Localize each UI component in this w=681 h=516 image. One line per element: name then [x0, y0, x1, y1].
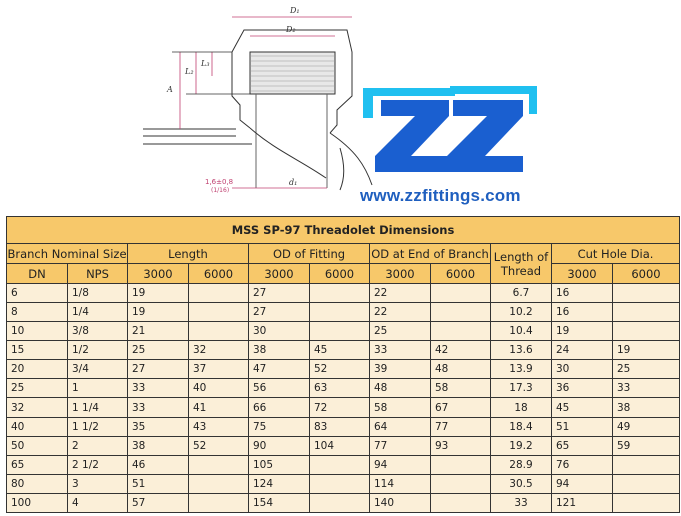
table-cell: 43 [189, 417, 249, 436]
table-cell [189, 303, 249, 322]
table-cell: 2 1/2 [68, 455, 128, 474]
table-cell: 3/8 [68, 322, 128, 341]
table-cell: 140 [370, 493, 431, 512]
table-cell: 32 [189, 341, 249, 360]
table-cell: 1 1/2 [68, 417, 128, 436]
table-cell: 15 [7, 341, 68, 360]
table-row [7, 322, 680, 341]
subheader-od-end-6000: 6000 [431, 264, 491, 284]
table-body [7, 284, 680, 513]
table-cell [189, 455, 249, 474]
table-cell: 114 [370, 474, 431, 493]
website-url[interactable]: www.zzfittings.com [360, 186, 521, 205]
table-cell [613, 474, 680, 493]
subheader-od-fitting-6000: 6000 [310, 264, 370, 284]
threadolet-drawing [0, 0, 681, 214]
table-cell: 3/4 [68, 360, 128, 379]
dimensions-table [6, 216, 680, 513]
table-cell: 56 [249, 379, 310, 398]
table-cell [189, 322, 249, 341]
table-cell: 46 [128, 455, 189, 474]
table-cell [431, 455, 491, 474]
label-d2: D₂ [286, 25, 296, 34]
table-cell: 45 [310, 341, 370, 360]
table-cell: 50 [7, 436, 68, 455]
table-cell: 19.2 [491, 436, 552, 455]
table-cell: 1/4 [68, 303, 128, 322]
table-cell: 75 [249, 417, 310, 436]
table-cell: 121 [552, 493, 613, 512]
table-cell: 20 [7, 360, 68, 379]
table-cell: 22 [370, 284, 431, 303]
table-cell [310, 284, 370, 303]
table-cell: 18.4 [491, 417, 552, 436]
table-row [7, 417, 680, 436]
subheader-cut-hole-6000: 6000 [613, 264, 680, 284]
table-cell: 48 [431, 360, 491, 379]
table-cell: 33 [128, 379, 189, 398]
table-cell: 10.2 [491, 303, 552, 322]
table-cell: 154 [249, 493, 310, 512]
label-a: A [167, 85, 173, 94]
table-cell: 18 [491, 398, 552, 417]
table-cell [189, 474, 249, 493]
table-cell: 77 [370, 436, 431, 455]
table-cell: 51 [128, 474, 189, 493]
table-cell: 1 [68, 379, 128, 398]
table-cell: 24 [552, 341, 613, 360]
table-cell: 65 [7, 455, 68, 474]
table-cell: 6.7 [491, 284, 552, 303]
weld-curve-inner [250, 128, 326, 178]
table-cell: 38 [249, 341, 310, 360]
table-cell: 28.9 [491, 455, 552, 474]
table-cell: 57 [128, 493, 189, 512]
label-d1: D₁ [290, 6, 300, 15]
table-cell: 49 [613, 417, 680, 436]
table-cell: 104 [310, 436, 370, 455]
table-cell: 1/8 [68, 284, 128, 303]
table-cell: 33 [128, 398, 189, 417]
table-cell [189, 493, 249, 512]
table-cell: 65 [552, 436, 613, 455]
thread-region [250, 52, 335, 94]
table-cell: 45 [552, 398, 613, 417]
table-cell: 8 [7, 303, 68, 322]
table-cell: 124 [249, 474, 310, 493]
table-cell: 48 [370, 379, 431, 398]
subheader-dn: DN [7, 264, 68, 284]
weld-curve-right [340, 148, 344, 190]
table-row [7, 303, 680, 322]
table-cell: 27 [128, 360, 189, 379]
label-l3: L₃ [201, 59, 210, 68]
table-cell: 100 [7, 493, 68, 512]
table-cell: 59 [613, 436, 680, 455]
table-cell: 64 [370, 417, 431, 436]
table-cell: 105 [249, 455, 310, 474]
table-cell [310, 303, 370, 322]
table-cell: 67 [431, 398, 491, 417]
label-l2: L₂ [185, 67, 194, 76]
table-cell: 4 [68, 493, 128, 512]
table-cell: 41 [189, 398, 249, 417]
header-length-thread: Length of Thread [491, 244, 552, 284]
table-cell: 2 [68, 436, 128, 455]
table-cell: 76 [552, 455, 613, 474]
header-length: Length [128, 244, 249, 264]
table-cell: 66 [249, 398, 310, 417]
table-cell: 17.3 [491, 379, 552, 398]
table-cell: 33 [613, 379, 680, 398]
table-cell: 3 [68, 474, 128, 493]
table-cell: 19 [613, 341, 680, 360]
table-row [7, 493, 680, 512]
table-cell [431, 322, 491, 341]
table-row [7, 398, 680, 417]
table-cell: 13.9 [491, 360, 552, 379]
table-cell: 21 [128, 322, 189, 341]
table-cell [431, 303, 491, 322]
table-cell: 39 [370, 360, 431, 379]
table-cell: 33 [370, 341, 431, 360]
table-cell: 38 [613, 398, 680, 417]
table-row [7, 341, 680, 360]
subheader-cut-hole-3000: 3000 [552, 264, 613, 284]
header-od-end: OD at End of Branch [370, 244, 491, 264]
table-cell: 33 [491, 493, 552, 512]
table-cell: 80 [7, 474, 68, 493]
table-cell [613, 322, 680, 341]
table-cell [613, 303, 680, 322]
table-cell: 52 [310, 360, 370, 379]
table-cell: 72 [310, 398, 370, 417]
table-cell: 37 [189, 360, 249, 379]
table-cell: 16 [552, 303, 613, 322]
table-cell: 25 [370, 322, 431, 341]
table-cell [189, 284, 249, 303]
table-row [7, 360, 680, 379]
table-cell: 36 [552, 379, 613, 398]
table-cell: 25 [7, 379, 68, 398]
table-cell [613, 284, 680, 303]
table-cell: 42 [431, 341, 491, 360]
table-cell: 10.4 [491, 322, 552, 341]
table-cell: 19 [128, 303, 189, 322]
table-row [7, 379, 680, 398]
table-cell: 6 [7, 284, 68, 303]
table-cell: 22 [370, 303, 431, 322]
table-cell: 83 [310, 417, 370, 436]
table-cell: 13.6 [491, 341, 552, 360]
table-cell: 52 [189, 436, 249, 455]
table-cell: 38 [128, 436, 189, 455]
table-cell: 25 [613, 360, 680, 379]
table-cell: 58 [370, 398, 431, 417]
table-row [7, 474, 680, 493]
subheader-nps: NPS [68, 264, 128, 284]
table-cell: 27 [249, 284, 310, 303]
table-cell: 94 [552, 474, 613, 493]
table-cell: 1 1/4 [68, 398, 128, 417]
table-cell: 58 [431, 379, 491, 398]
header-od-fitting: OD of Fitting [249, 244, 370, 264]
table-cell: 93 [431, 436, 491, 455]
table-cell: 51 [552, 417, 613, 436]
subheader-od-fitting-3000: 3000 [249, 264, 310, 284]
subheader-od-end-3000: 3000 [370, 264, 431, 284]
table-cell: 35 [128, 417, 189, 436]
label-weld-gap: 1,6±0,8 [205, 178, 234, 186]
table-cell: 1/2 [68, 341, 128, 360]
table-cell: 47 [249, 360, 310, 379]
label-d1-bore: d₁ [289, 178, 298, 187]
table-cell: 94 [370, 455, 431, 474]
logo-zz-letters [375, 100, 523, 172]
table-cell: 30 [552, 360, 613, 379]
fitting-outline-left [232, 52, 250, 128]
table-cell: 90 [249, 436, 310, 455]
table-cell: 27 [249, 303, 310, 322]
table-cell: 40 [7, 417, 68, 436]
table-cell [431, 493, 491, 512]
table-cell [310, 322, 370, 341]
table-cell: 30 [249, 322, 310, 341]
table-row [7, 436, 680, 455]
table-cell [310, 493, 370, 512]
table-cell [310, 474, 370, 493]
table-cell [431, 284, 491, 303]
table-row [7, 455, 680, 474]
table-cell: 25 [128, 341, 189, 360]
table-cell: 19 [128, 284, 189, 303]
table-cell [613, 455, 680, 474]
table-row [7, 284, 680, 303]
table-cell: 19 [552, 322, 613, 341]
subheader-length-3000: 3000 [128, 264, 189, 284]
header-cut-hole: Cut Hole Dia. [552, 244, 680, 264]
table-cell [613, 493, 680, 512]
table-cell: 63 [310, 379, 370, 398]
header-branch-size: Branch Nominal Size [7, 244, 128, 264]
table-cell [431, 474, 491, 493]
table-cell: 40 [189, 379, 249, 398]
table-cell: 16 [552, 284, 613, 303]
table-cell: 32 [7, 398, 68, 417]
subheader-length-6000: 6000 [189, 264, 249, 284]
logo-text: ZZ [355, 78, 357, 79]
table-cell: 30.5 [491, 474, 552, 493]
table-cell [310, 455, 370, 474]
table-cell: 77 [431, 417, 491, 436]
table-cell: 10 [7, 322, 68, 341]
label-weld-gap-inch: (1/16) [211, 187, 230, 194]
table-title: MSS SP-97 Threadolet Dimensions [7, 217, 680, 244]
